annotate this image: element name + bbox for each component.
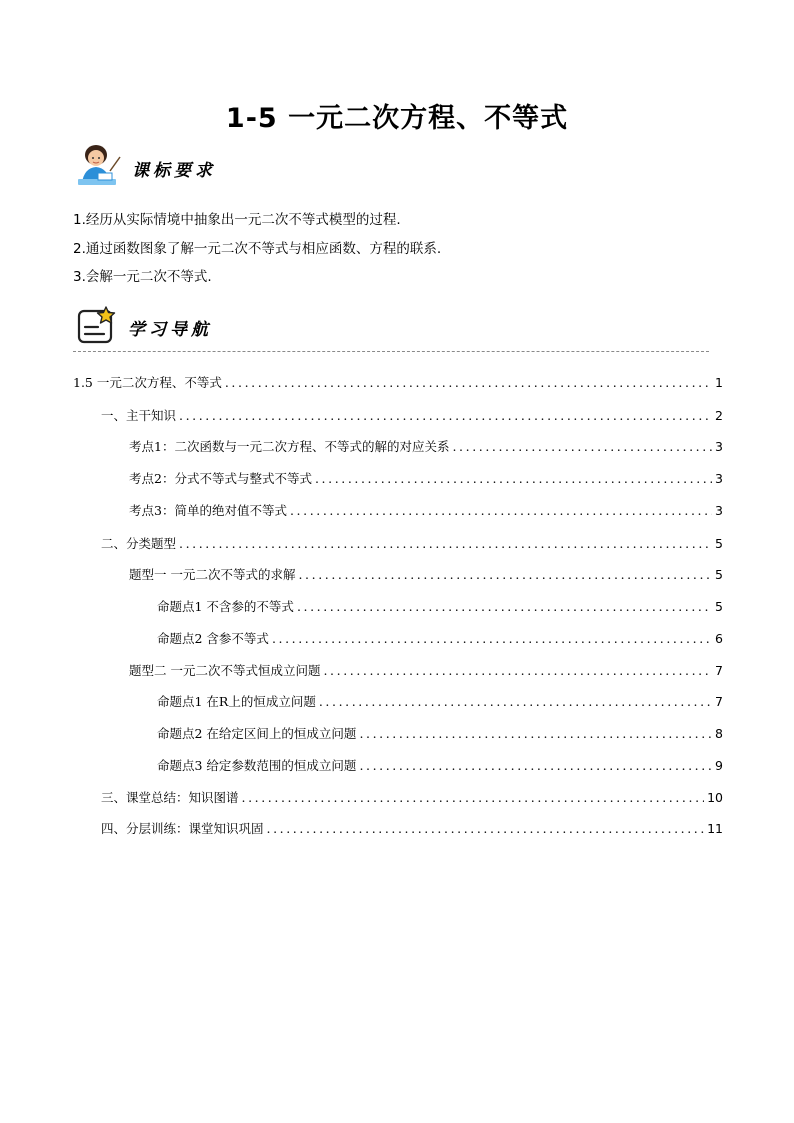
- toc-entry-text: 一、主干知识: [101, 408, 177, 423]
- toc-entry-text: 题型二 一元二次不等式恒成立问题: [129, 663, 321, 678]
- toc-entry-text: 命题点3 给定参数范围的恒成立问题: [157, 758, 357, 773]
- toc-entry-text: 考点2：分式不等式与整式不等式: [129, 471, 312, 486]
- notebook-star-icon: [76, 305, 118, 349]
- toc-entry[interactable]: [157, 756, 723, 776]
- toc-entry-text: 三、课堂总结：知识图谱: [101, 790, 239, 805]
- navigation-header: [76, 305, 212, 349]
- toc-page-number: 2: [715, 408, 723, 423]
- toc-entry[interactable]: [129, 469, 723, 489]
- toc-entry[interactable]: [129, 565, 723, 585]
- toc-page-number: 7: [715, 663, 723, 678]
- requirement-item: 2.通过函数图象了解一元二次不等式与相应函数、方程的联系.: [73, 240, 442, 257]
- toc-leader: [298, 567, 712, 582]
- toc-page-number: 1: [715, 375, 723, 390]
- toc-entry-text: 命题点2 含参不等式: [157, 631, 269, 646]
- toc-entry-text: 二、分类题型: [101, 536, 177, 551]
- toc-page-number: 3: [715, 471, 723, 486]
- toc-entry[interactable]: [73, 373, 723, 393]
- toc-entry-text: 命题点1 不含参的不等式: [157, 599, 294, 614]
- toc-entry-text: 命题点1 在R上的恒成立问题: [157, 694, 316, 709]
- toc-leader: [359, 758, 712, 773]
- toc-entry[interactable]: [101, 534, 723, 554]
- toc-entry-text: 题型一 一元二次不等式的求解: [129, 567, 296, 582]
- toc-page-number: 5: [715, 536, 723, 551]
- section-divider: [73, 351, 709, 352]
- toc-entry[interactable]: [129, 661, 723, 681]
- toc-entry[interactable]: [101, 406, 723, 426]
- toc-entry-text: 命题点2 在给定区间上的恒成立问题: [157, 726, 357, 741]
- toc-page-number: 3: [715, 503, 723, 518]
- teacher-icon: [76, 143, 122, 193]
- toc-entry[interactable]: [157, 597, 723, 617]
- toc-entry[interactable]: [157, 692, 723, 712]
- toc-entry-text: 考点1：二次函数与一元二次方程、不等式的解的对应关系: [129, 439, 450, 454]
- toc-leader: [290, 503, 712, 518]
- requirements-label: 课标要求: [132, 160, 216, 181]
- requirements-list: [73, 206, 441, 292]
- toc-leader: [359, 726, 712, 741]
- toc-leader: [242, 790, 705, 805]
- toc-page-number: 3: [715, 439, 723, 454]
- toc-page-number: 10: [707, 790, 723, 805]
- toc-page-number: 8: [715, 726, 723, 741]
- toc-entry[interactable]: [129, 437, 723, 457]
- toc-entry[interactable]: [157, 629, 723, 649]
- toc-entry-text: 四、分层训练：课堂知识巩固: [101, 821, 264, 836]
- requirement-item: 1.经历从实际情境中抽象出一元二次不等式模型的过程.: [73, 212, 401, 228]
- toc-entry[interactable]: [101, 788, 723, 808]
- navigation-label: 学习导航: [128, 319, 212, 340]
- toc-leader: [225, 375, 712, 390]
- requirement-item: 3.会解一元二次不等式.: [73, 269, 212, 285]
- toc-entry[interactable]: [129, 501, 723, 521]
- toc-leader: [452, 439, 712, 454]
- toc-entry-text: 考点3：简单的绝对值不等式: [129, 503, 287, 518]
- toc-leader: [272, 631, 712, 646]
- toc-page-number: 7: [715, 694, 723, 709]
- toc-entry[interactable]: [101, 819, 723, 839]
- toc-leader: [179, 536, 712, 551]
- toc-leader: [267, 821, 705, 836]
- toc-leader: [323, 663, 712, 678]
- toc-page-number: 6: [715, 631, 723, 646]
- toc-entry-text: 1.5 一元二次方程、不等式: [73, 375, 222, 390]
- page-title: 1-5 一元二次方程、不等式: [225, 103, 569, 134]
- toc-page-number: 11: [707, 821, 723, 836]
- toc-entry[interactable]: [157, 724, 723, 744]
- toc-page-number: 9: [715, 758, 723, 773]
- toc-page-number: 5: [715, 567, 723, 582]
- toc-leader: [297, 599, 712, 614]
- toc-leader: [179, 408, 712, 423]
- toc-page-number: 5: [715, 599, 723, 614]
- requirements-header: [76, 143, 216, 193]
- toc-leader: [315, 471, 712, 486]
- toc-leader: [319, 694, 712, 709]
